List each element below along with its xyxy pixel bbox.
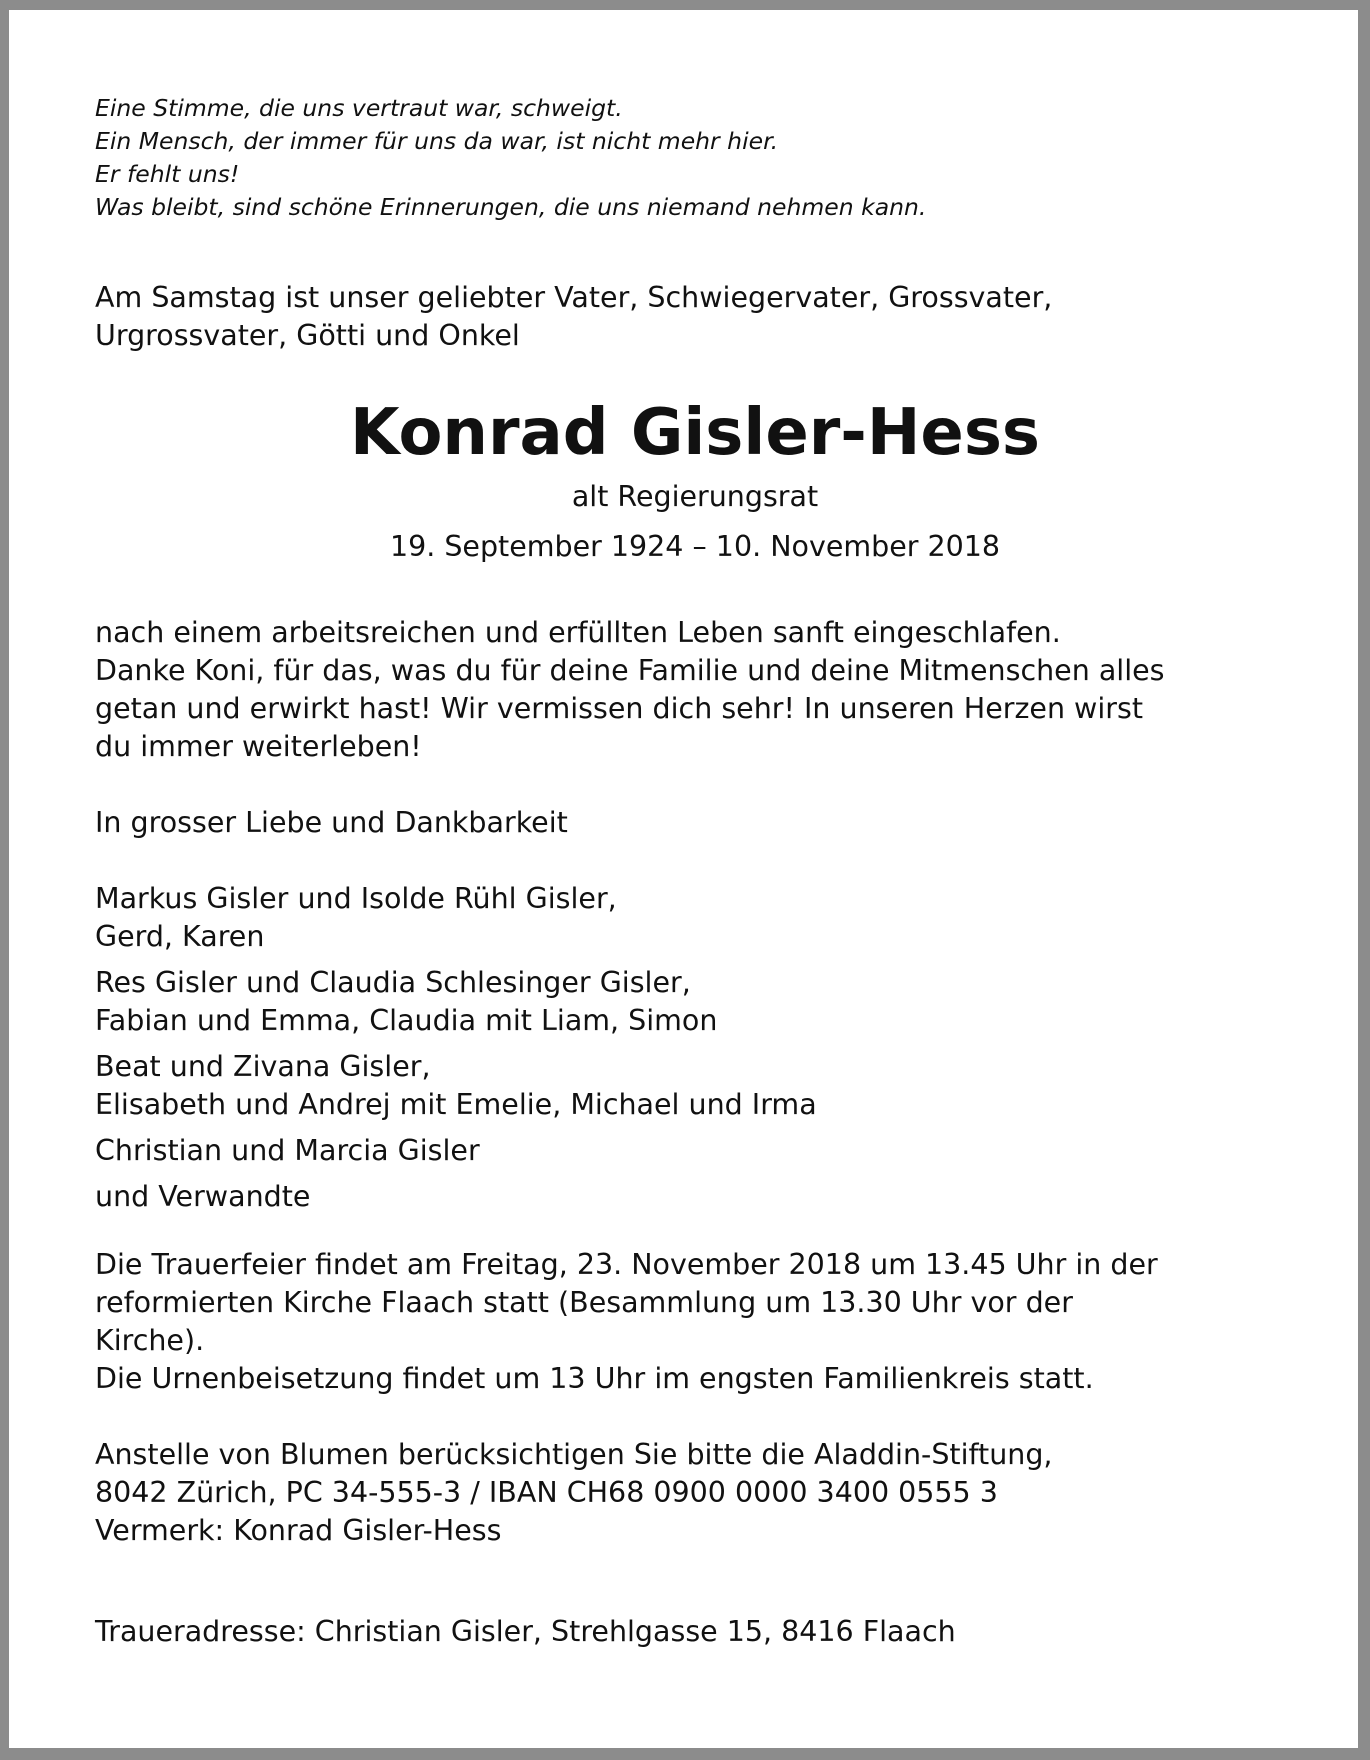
donation-line: Vermerk: Konrad Gisler-Hess — [95, 1514, 502, 1547]
poem-line: Ein Mensch, der immer für uns da war, ist nicht mehr hier. — [95, 127, 779, 155]
family-line: Elisabeth und Andrej mit Emelie, Michael und Irma — [95, 1088, 817, 1121]
poem — [95, 92, 1295, 224]
regards-text — [95, 804, 1295, 842]
family-entry — [95, 1048, 1295, 1124]
intro-text — [95, 279, 1295, 355]
regards-line: In grosser Liebe und Dankbarkeit — [95, 806, 568, 839]
obituary-page — [9, 10, 1358, 1748]
message-line: du immer weiterleben! — [95, 730, 422, 763]
ceremony-line: Die Trauerfeier findet am Freitag, 23. November 2018 um 13.45 Uhr in der — [95, 1248, 1158, 1281]
poem-line: Eine Stimme, die uns vertraut war, schweigt. — [95, 94, 623, 122]
family-line: Christian und Marcia Gisler — [95, 1134, 480, 1167]
family-line: Res Gisler und Claudia Schlesinger Gisler, — [95, 966, 691, 999]
ceremony-line: Kirche). — [95, 1324, 205, 1357]
intro-line: Am Samstag ist unser geliebter Vater, Schwiegervater, Grossvater, — [95, 281, 1053, 314]
mourning-address — [95, 1613, 1295, 1651]
address-line: Traueradresse: Christian Gisler, Strehlgasse 15, 8416 Flaach — [95, 1615, 956, 1648]
message-line: Danke Koni, für das, was du für deine Familie und deine Mitmenschen alles — [95, 654, 1165, 687]
message-line: getan und erwirkt hast! Wir vermissen dich sehr! In unseren Herzen wirst — [95, 692, 1144, 725]
deceased-block — [95, 393, 1295, 567]
deceased-title: alt Regierungsrat — [571, 480, 819, 513]
family-list — [95, 880, 1295, 1216]
family-line: Gerd, Karen — [95, 920, 265, 953]
poem-line: Er fehlt uns! — [95, 160, 240, 188]
poem-line: Was bleibt, sind schöne Erinnerungen, die uns niemand nehmen kann. — [95, 193, 927, 221]
ceremony-line: reformierten Kirche Flaach statt (Besammlung um 13.30 Uhr vor der — [95, 1286, 1073, 1319]
ceremony-text — [95, 1246, 1295, 1398]
message-line: nach einem arbeitsreichen und erfüllten Leben sanft eingeschlafen. — [95, 616, 1061, 649]
family-line: Beat und Zivana Gisler, — [95, 1050, 431, 1083]
family-line: Fabian und Emma, Claudia mit Liam, Simon — [95, 1004, 718, 1037]
family-entry — [95, 880, 1295, 956]
message-text — [95, 614, 1295, 766]
donation-line: 8042 Zürich, PC 34-555-3 / IBAN CH68 0900 0000 3400 0555 3 — [95, 1476, 998, 1509]
family-line: und Verwandte — [95, 1180, 311, 1213]
family-entry — [95, 1178, 1295, 1216]
family-entry — [95, 1132, 1295, 1170]
deceased-dates: 19. September 1924 – 10. November 2018 — [389, 530, 1001, 563]
deceased-name: Konrad Gisler-Hess — [349, 396, 1041, 470]
obituary-content — [95, 92, 1295, 1651]
donation-text — [95, 1436, 1295, 1550]
donation-line: Anstelle von Blumen berücksichtigen Sie bitte die Aladdin-Stiftung, — [95, 1438, 1053, 1471]
ceremony-line: Die Urnenbeisetzung findet um 13 Uhr im engsten Familienkreis statt. — [95, 1362, 1094, 1395]
family-entry — [95, 964, 1295, 1040]
family-line: Markus Gisler und Isolde Rühl Gisler, — [95, 882, 617, 915]
intro-line: Urgrossvater, Götti und Onkel — [95, 319, 520, 352]
